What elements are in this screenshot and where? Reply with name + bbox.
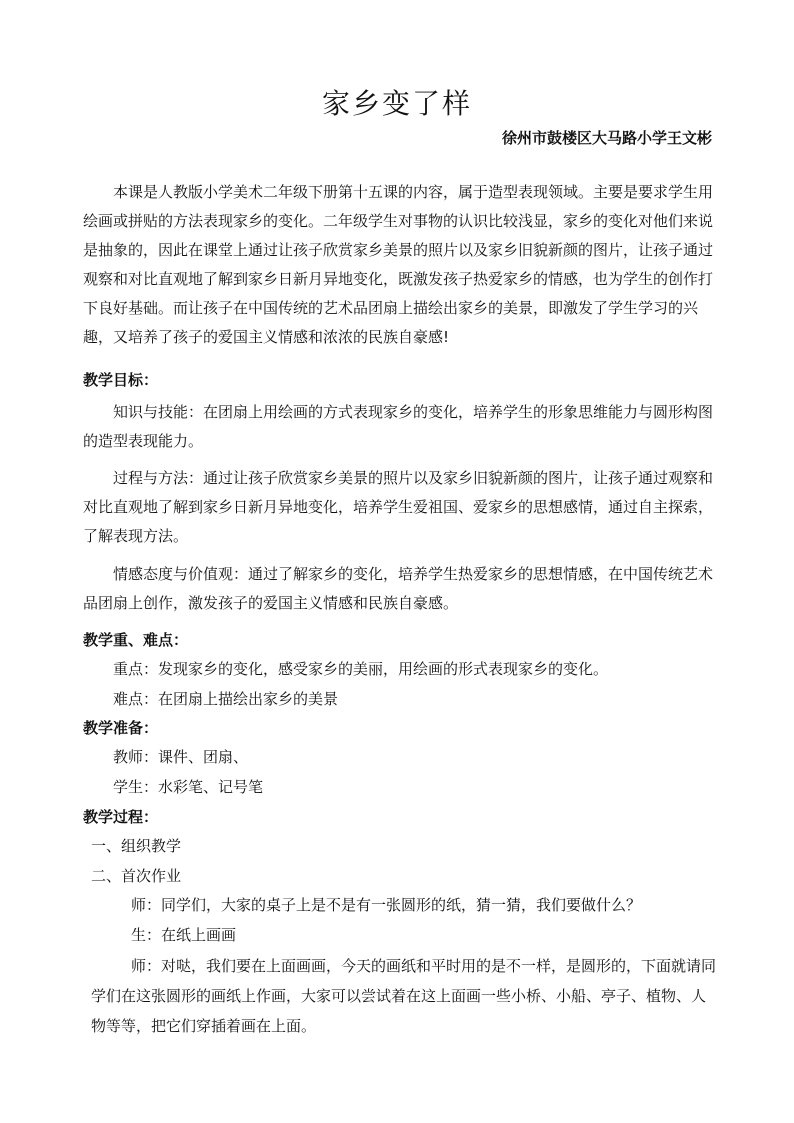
objective-attitude: 情感态度与价值观：通过了解家乡的变化，培养学生热爱家乡的思想情感，在中国传统艺术品团扇上创作，激发孩子的爱国主义情感和民族自豪感。 xyxy=(83,565,714,612)
teacher-preparation: 教师：课件、团扇、 xyxy=(113,748,249,766)
objectives-heading: 教学目标： xyxy=(83,371,159,389)
teacher-question: 师：同学们，大家的桌子上是不是有一张圆形的纸，猜一猜，我们要做什么？ xyxy=(131,896,642,914)
document-title: 家乡变了样 xyxy=(321,87,472,120)
difficult-point: 难点：在团扇上描绘出家乡的美景 xyxy=(113,690,339,708)
process-step-1: 一、组织教学 xyxy=(91,837,182,855)
key-point: 重点：发现家乡的变化，感受家乡的美丽，用绘画的形式表现家乡的变化。 xyxy=(113,660,609,678)
objective-knowledge: 知识与技能：在团扇上用绘画的方式表现家乡的变化，培养学生的形象思维能力与圆形构图的造型表现能力。 xyxy=(83,403,714,450)
preparation-heading: 教学准备： xyxy=(83,719,159,737)
intro-paragraph: 本课是人教版小学美术二年级下册第十五课的内容，属于造型表现领域。主要是要求学生用绘画或拼贴的方法表现家乡的变化。二年级学生对事物的认识比较浅显，家乡的变化对他们来说是抽象的，因此在课堂上通过让孩子欣赏家乡美景的照片以及家乡旧貌新颜的图片，让孩子通过观察和对比直观地了解到家乡日新月异地变化，既激发孩子热爱家乡的情感，也为学生的创作打下良好基础。而让孩子在中国传统的艺术品团扇上描绘出家乡的美景，即激发了学生学习的兴趣，又培养了孩子的爱国主义情感和浓浓的民族自豪感! xyxy=(83,183,714,346)
student-answer: 生：在纸上画画 xyxy=(131,926,237,944)
student-preparation: 学生：水彩笔、记号笔 xyxy=(113,778,264,796)
objective-process: 过程与方法：通过让孩子欣赏家乡美景的照片以及家乡旧貌新颜的图片，让孩子通过观察和对比直观地了解到家乡日新月异地变化，培养学生爱祖国、爱家乡的思想感情，通过自主探索，了解表现方法。 xyxy=(83,469,714,545)
process-step-2: 二、首次作业 xyxy=(91,867,182,885)
process-heading: 教学过程： xyxy=(83,808,159,826)
key-points-heading: 教学重、难点： xyxy=(83,631,189,649)
teacher-instruction: 师：对哒，我们要在上面画画，今天的画纸和平时用的是不一样，是圆形的，下面就请同学们在这张圆形的画纸上作画，大家可以尝试着在这上面画一些小桥、小船、亭子、植物、人物等等，把它们穿插着画在上面。 xyxy=(91,957,717,1035)
author-line: 徐州市鼓楼区大马路小学王文彬 xyxy=(501,129,712,147)
